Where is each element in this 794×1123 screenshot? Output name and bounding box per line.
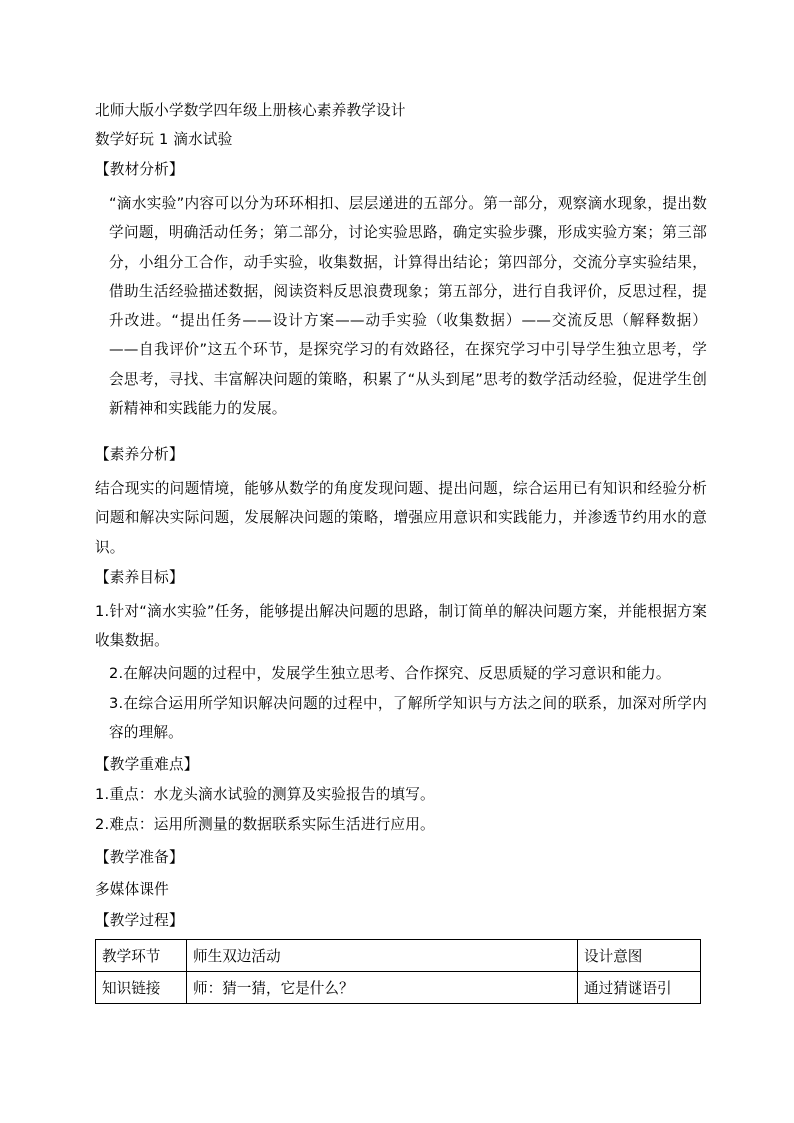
key-point-2: 2.难点：运用所测量的数据联系实际生活进行应用。 (95, 816, 435, 833)
goal-item-3: 3.在综合运用所学知识解决问题的过程中，了解所学知识与方法之间的联系，加深对所学内容的理解。 (109, 695, 707, 742)
table-row (96, 972, 701, 1004)
literacy-heading: 【素养分析】 (95, 446, 184, 463)
table-header-row (96, 940, 701, 972)
table-cell-activity: 师：猜一猜，它是什么？ (187, 972, 578, 1004)
literacy-paragraph: 结合现实的问题情境，能够从数学的角度发现问题、提出问题，综合运用已有知识和经验分析问题和解决实际问题，发展解决问题的策略，增强应用意识和实践能力，并渗透节约用水的意识。 (95, 480, 707, 556)
header-cell-intent: 设计意图 (578, 940, 701, 972)
material-paragraph: “滴水实验”内容可以分为环环相扣、层层递进的五部分。第一部分，观察滴水现象，提出数学问题，明确活动任务；第二部分，讨论实验思路，确定实验步骤，形成实验方案；第三部分，小组分工合作，动手实验，收集数据，计算得出结论；第四部分，交流分享实验结果，借助生活经验描述数据，阅读资料反思浪费现象；第五部分，进行自我评价，反思过程，提升改进。“提出任务——设计方案——动手实验（收集数据）——交流反思（解释数据）——自我评价”这五个环节，是探究学习的有效路径，在探究学习中引导学生独立思考，学会思考，寻找、丰富解决问题的策略，积累了“从头到尾”思考的数学活动经验，促进学生创新精神和实践能力的发展。 (109, 195, 707, 418)
material-heading: 【教材分析】 (95, 161, 184, 178)
goals-heading: 【素养目标】 (95, 569, 184, 586)
key-points-heading: 【教学重难点】 (95, 756, 199, 773)
preparation-heading: 【教学准备】 (95, 849, 184, 866)
header-cell-stage: 教学环节 (96, 940, 187, 972)
table-cell-intent: 通过猜谜语引 (578, 972, 701, 1004)
table-cell-stage: 知识链接 (96, 972, 187, 1004)
goal-item-2: 2.在解决问题的过程中，发展学生独立思考、合作探究、反思质疑的学习意识和能力。 (109, 665, 671, 682)
document-title: 北师大版小学数学四年级上册核心素养教学设计 (95, 102, 406, 119)
lesson-title: 数学好玩 1 滴水试验 (95, 131, 233, 148)
goal-item-1: 1.针对“滴水实验”任务，能够提出解决问题的思路，制订简单的解决问题方案，并能根据方案收集数据。 (95, 603, 707, 650)
preparation-text: 多媒体课件 (95, 881, 169, 898)
key-point-1: 1.重点：水龙头滴水试验的测算及实验报告的填写。 (95, 786, 435, 803)
process-table (95, 939, 701, 1004)
process-heading: 【教学过程】 (95, 912, 184, 929)
header-cell-activity: 师生双边活动 (187, 940, 578, 972)
